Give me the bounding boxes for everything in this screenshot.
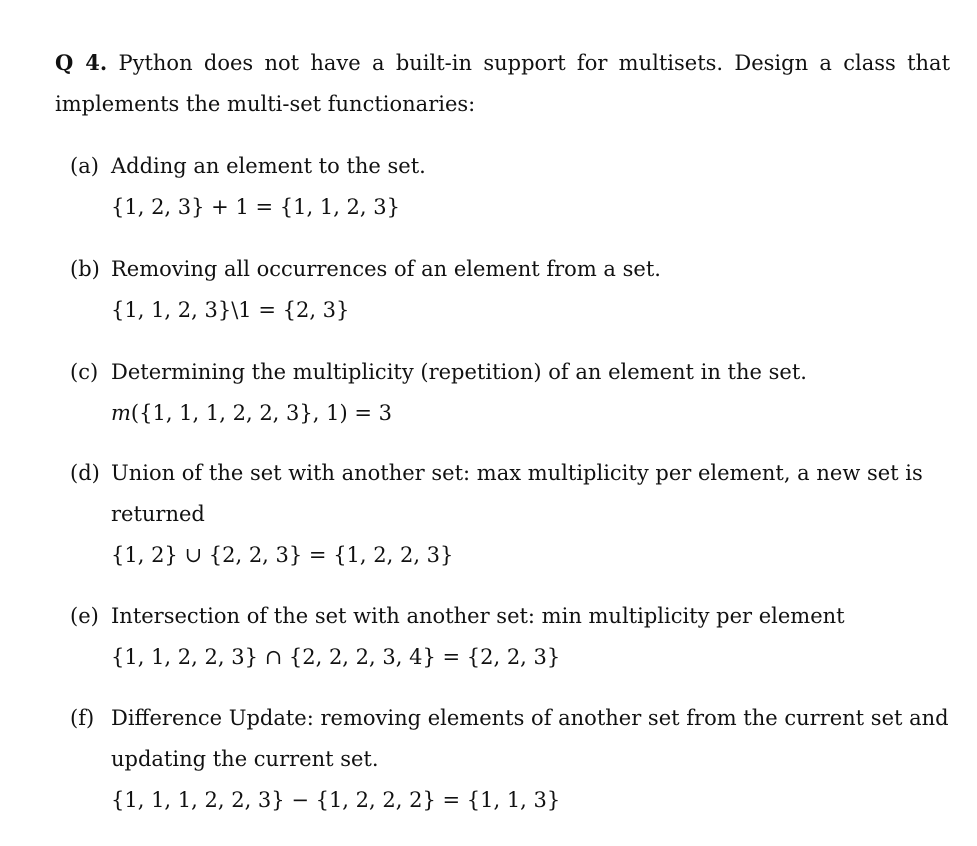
item-list: [55, 146, 950, 821]
item-formula-wrapper: [111, 393, 950, 434]
item-marker: (a): [70, 154, 99, 178]
item-formula: {1, 2} ∪ {2, 2, 3} = {1, 2, 2, 3}: [111, 543, 454, 567]
item-marker: (f): [70, 706, 95, 730]
item-formula: {1, 1, 2, 2, 3} ∩ {2, 2, 2, 3, 4} = {2, 2, 3}: [111, 645, 561, 669]
item-description: Removing all occurrences of an element from a set.: [111, 257, 661, 281]
question-number: Q 4.: [55, 50, 108, 75]
question-text: Python does not have a built-in support for multisets. Design a class that implements the multi-set functionaries:: [55, 51, 951, 116]
question-intro: [55, 42, 950, 125]
list-item-f: [55, 698, 950, 821]
item-description: Difference Update: removing elements of another set from the current set and updating the current set.: [111, 706, 949, 771]
item-formula: {1, 1, 2, 3}\1 = {2, 3}: [111, 298, 350, 322]
list-item-c: [55, 352, 950, 434]
item-formula: {1, 2, 3} + 1 = {1, 1, 2, 3}: [111, 195, 400, 219]
list-item-b: [55, 249, 950, 331]
formula-variable: m: [111, 401, 131, 425]
list-item-a: [55, 146, 950, 228]
item-description: Intersection of the set with another set: min multiplicity per element: [111, 604, 845, 628]
item-marker: (e): [70, 604, 99, 628]
item-marker: (c): [70, 360, 99, 384]
item-marker: (d): [70, 461, 100, 485]
list-item-e: [55, 596, 950, 678]
item-description: Union of the set with another set: max multiplicity per element, a new set is returned: [111, 461, 923, 526]
item-formula: {1, 1, 1, 2, 2, 3} − {1, 2, 2, 2} = {1, 1, 3}: [111, 788, 561, 812]
item-description: Determining the multiplicity (repetition) of an element in the set.: [111, 360, 807, 384]
list-item-d: [55, 453, 950, 576]
item-marker: (b): [70, 257, 100, 281]
item-formula: ({1, 1, 1, 2, 2, 3}, 1) = 3: [130, 401, 392, 425]
item-description: Adding an element to the set.: [111, 154, 426, 178]
document: [55, 42, 950, 821]
